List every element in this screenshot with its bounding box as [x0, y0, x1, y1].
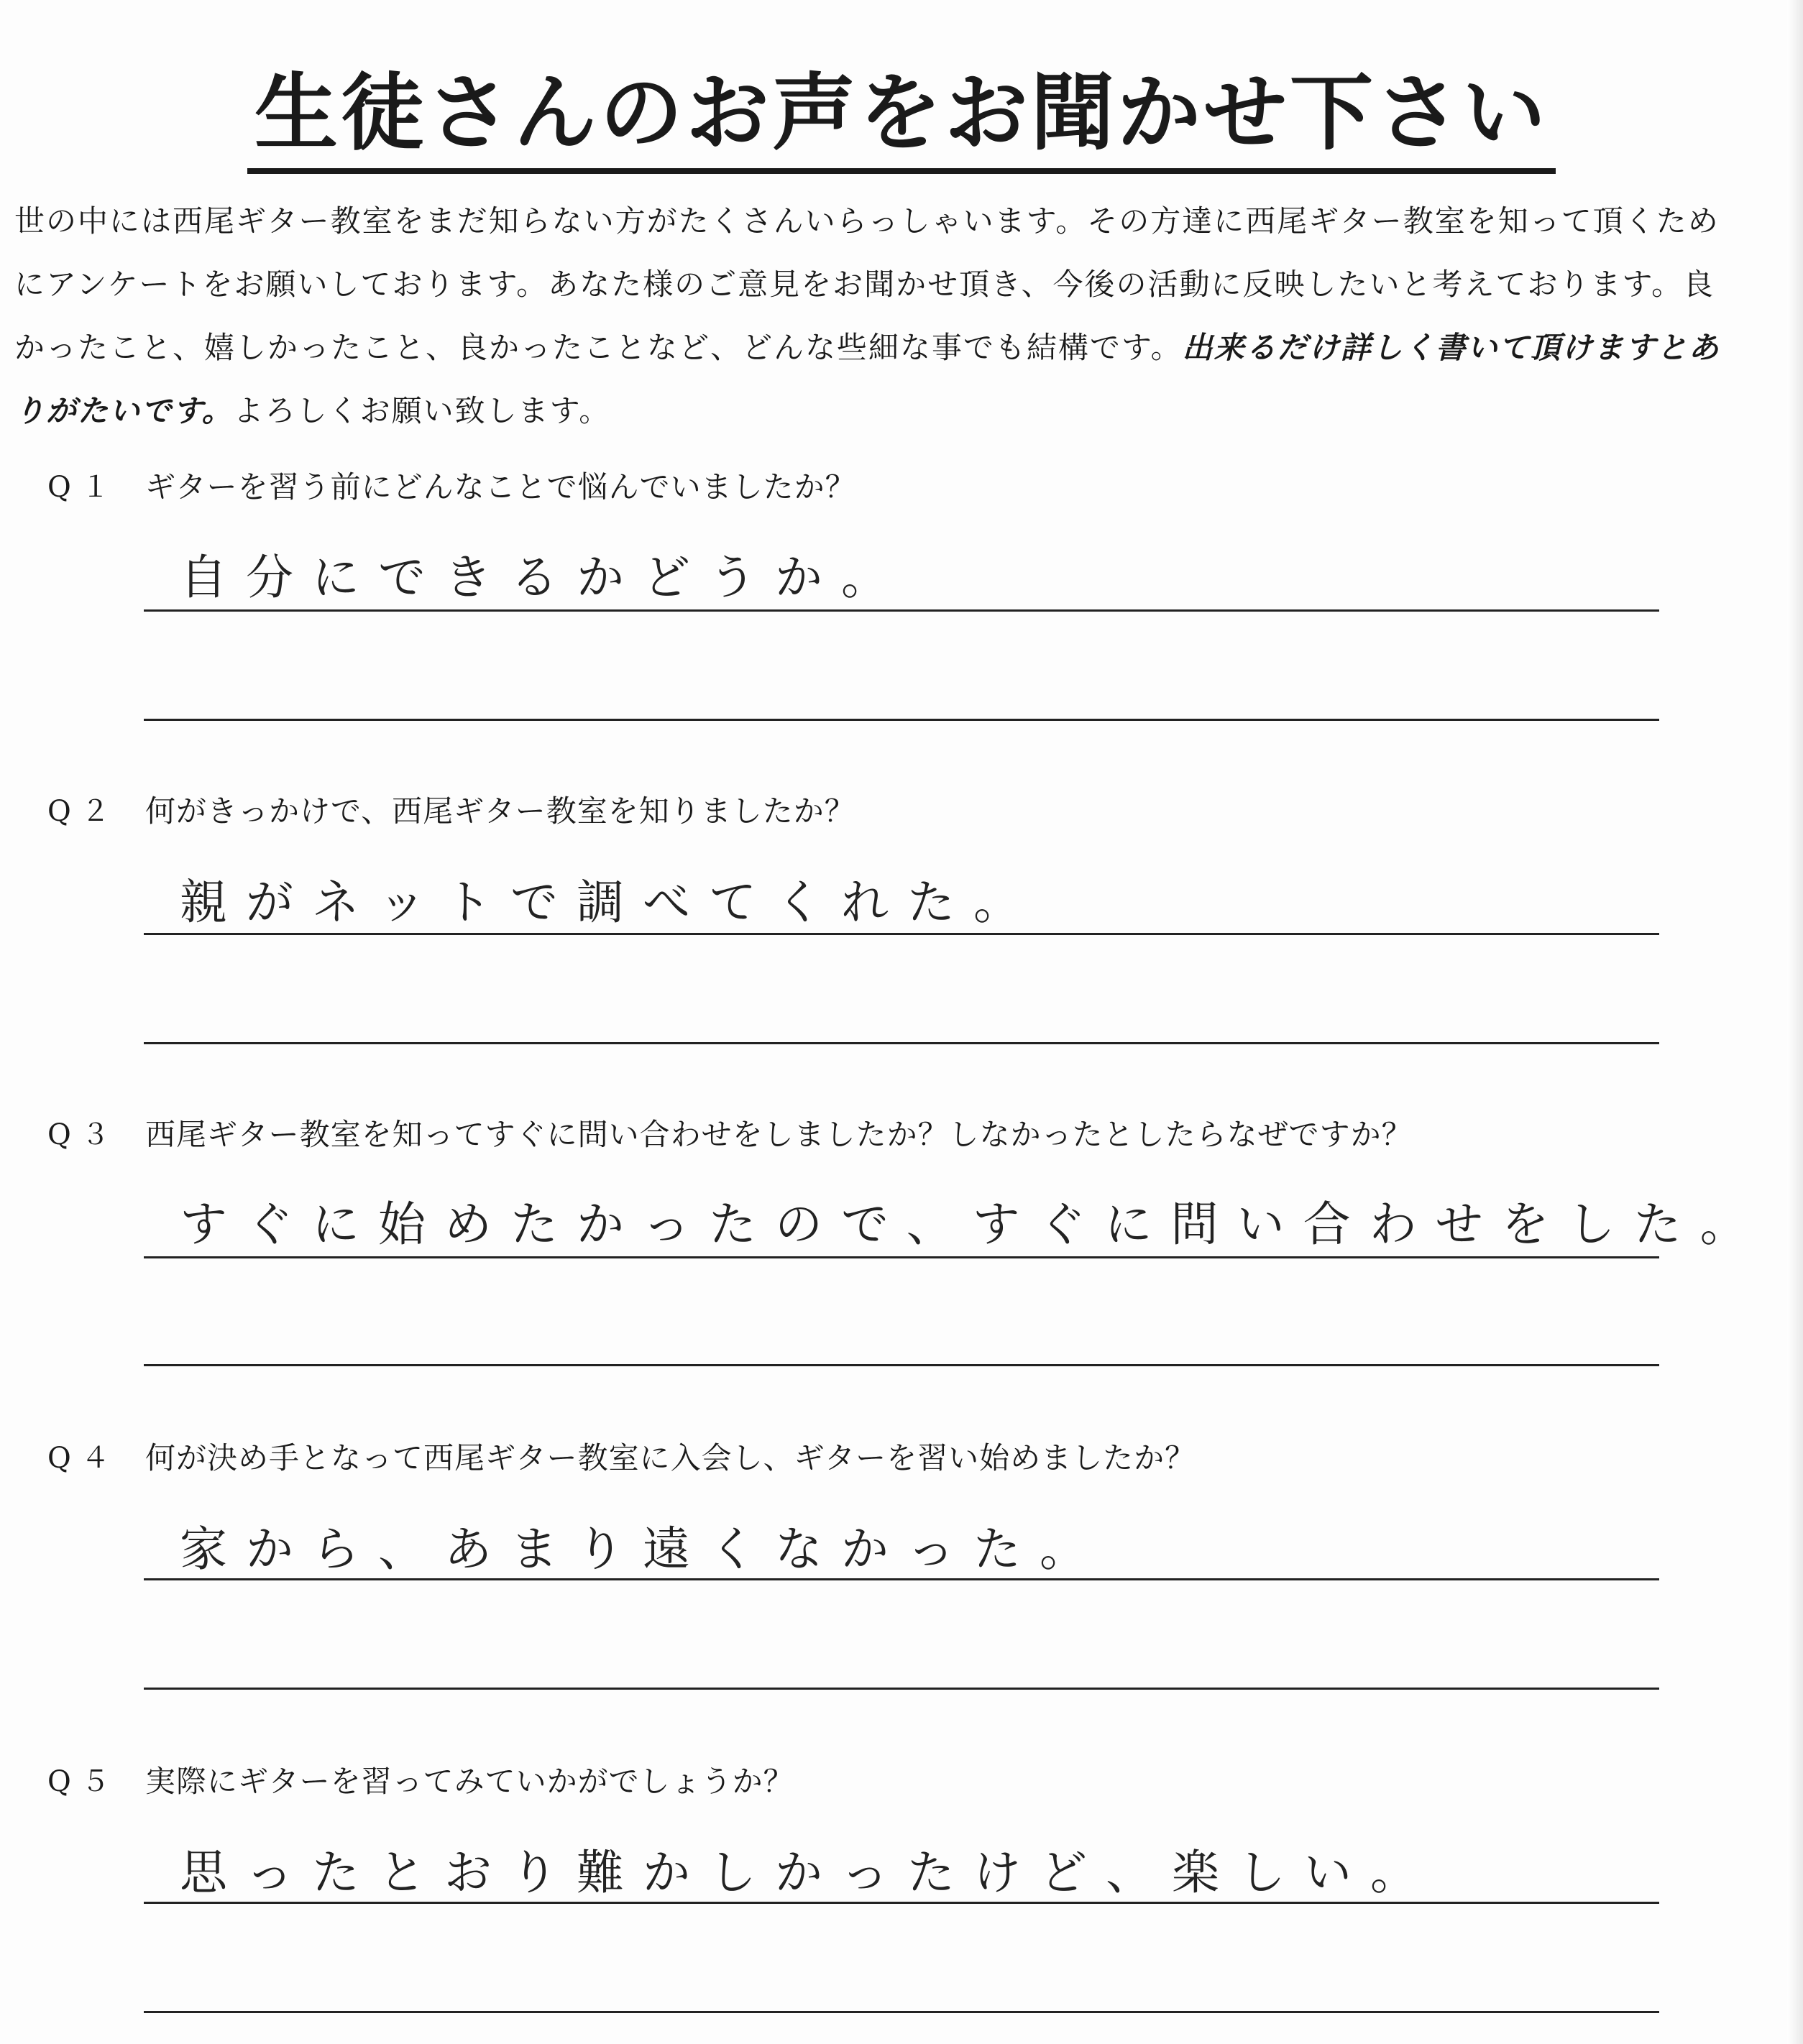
q3-answer: すぐに始めたかったので、すぐに問い合わせをした。	[180, 1197, 1766, 1252]
q3-answer-line-1	[144, 1256, 1659, 1258]
scan-edge-shadow	[1787, 0, 1803, 2044]
q4-answer: 家から、あまり遠くなかった。	[180, 1522, 1106, 1577]
intro-paragraph	[14, 190, 1740, 443]
q4-answer-line-1	[144, 1578, 1659, 1580]
intro-emphasis: 出来るだけ詳しく書いて頂けますとありがたいです。	[14, 330, 1720, 428]
q3-answer-line-2	[144, 1364, 1659, 1366]
q4-answer-line-2	[144, 1688, 1659, 1690]
q1-answer: 自分にできるかどうか。	[180, 550, 907, 605]
page-title-text: 生徒さんのお声をお聞かせ下さい	[247, 63, 1556, 174]
q1-answer-line-2	[144, 719, 1659, 721]
q1-answer-line-1	[144, 609, 1659, 612]
q5-answer-line-2	[144, 2011, 1659, 2013]
q4-question: 何が決め手となって西尾ギター教室に入会し、ギターを習い始めましたか？	[145, 1440, 1196, 1476]
q2-label: Q２	[47, 795, 120, 828]
q1-question: ギターを習う前にどんなことで悩んでいましたか？	[145, 469, 856, 505]
intro-closing: よろしくお願い致します。	[233, 393, 611, 428]
q5-question: 実際にギターを習ってみていかがでしょうか？	[145, 1764, 794, 1799]
q1-label: Q１	[47, 471, 120, 504]
q5-label: Q５	[47, 1765, 120, 1798]
q5-answer-line-1	[144, 1902, 1659, 1904]
q5-answer: 思ったとおり難かしかったけど、楽しい。	[180, 1845, 1436, 1900]
q2-answer: 親がネットで調べてくれた。	[180, 875, 1040, 930]
q2-question: 何がきっかけで、西尾ギター教室を知りましたか？	[145, 793, 855, 829]
q4-label: Q４	[47, 1442, 120, 1475]
q3-label: Q３	[47, 1118, 120, 1151]
q2-answer-line-1	[144, 933, 1659, 935]
q2-answer-line-2	[144, 1042, 1659, 1044]
q3-question: 西尾ギター教室を知ってすぐに問い合わせをしましたか？しなかったとしたらなぜですか？	[145, 1117, 1413, 1152]
intro-text: 世の中には西尾ギター教室をまだ知らない方がたくさんいらっしゃいます。その方達に西尾ギター教室を知って頂くためにアンケートをお願いしております。あなた様のご意見をお聞かせ頂き、今後の活動に反映したいと考えております。良かったこと、嬉しかったこと、良かったことなど、どんな些細な事でも結構です。	[14, 203, 1720, 365]
page-title	[0, 63, 1803, 174]
